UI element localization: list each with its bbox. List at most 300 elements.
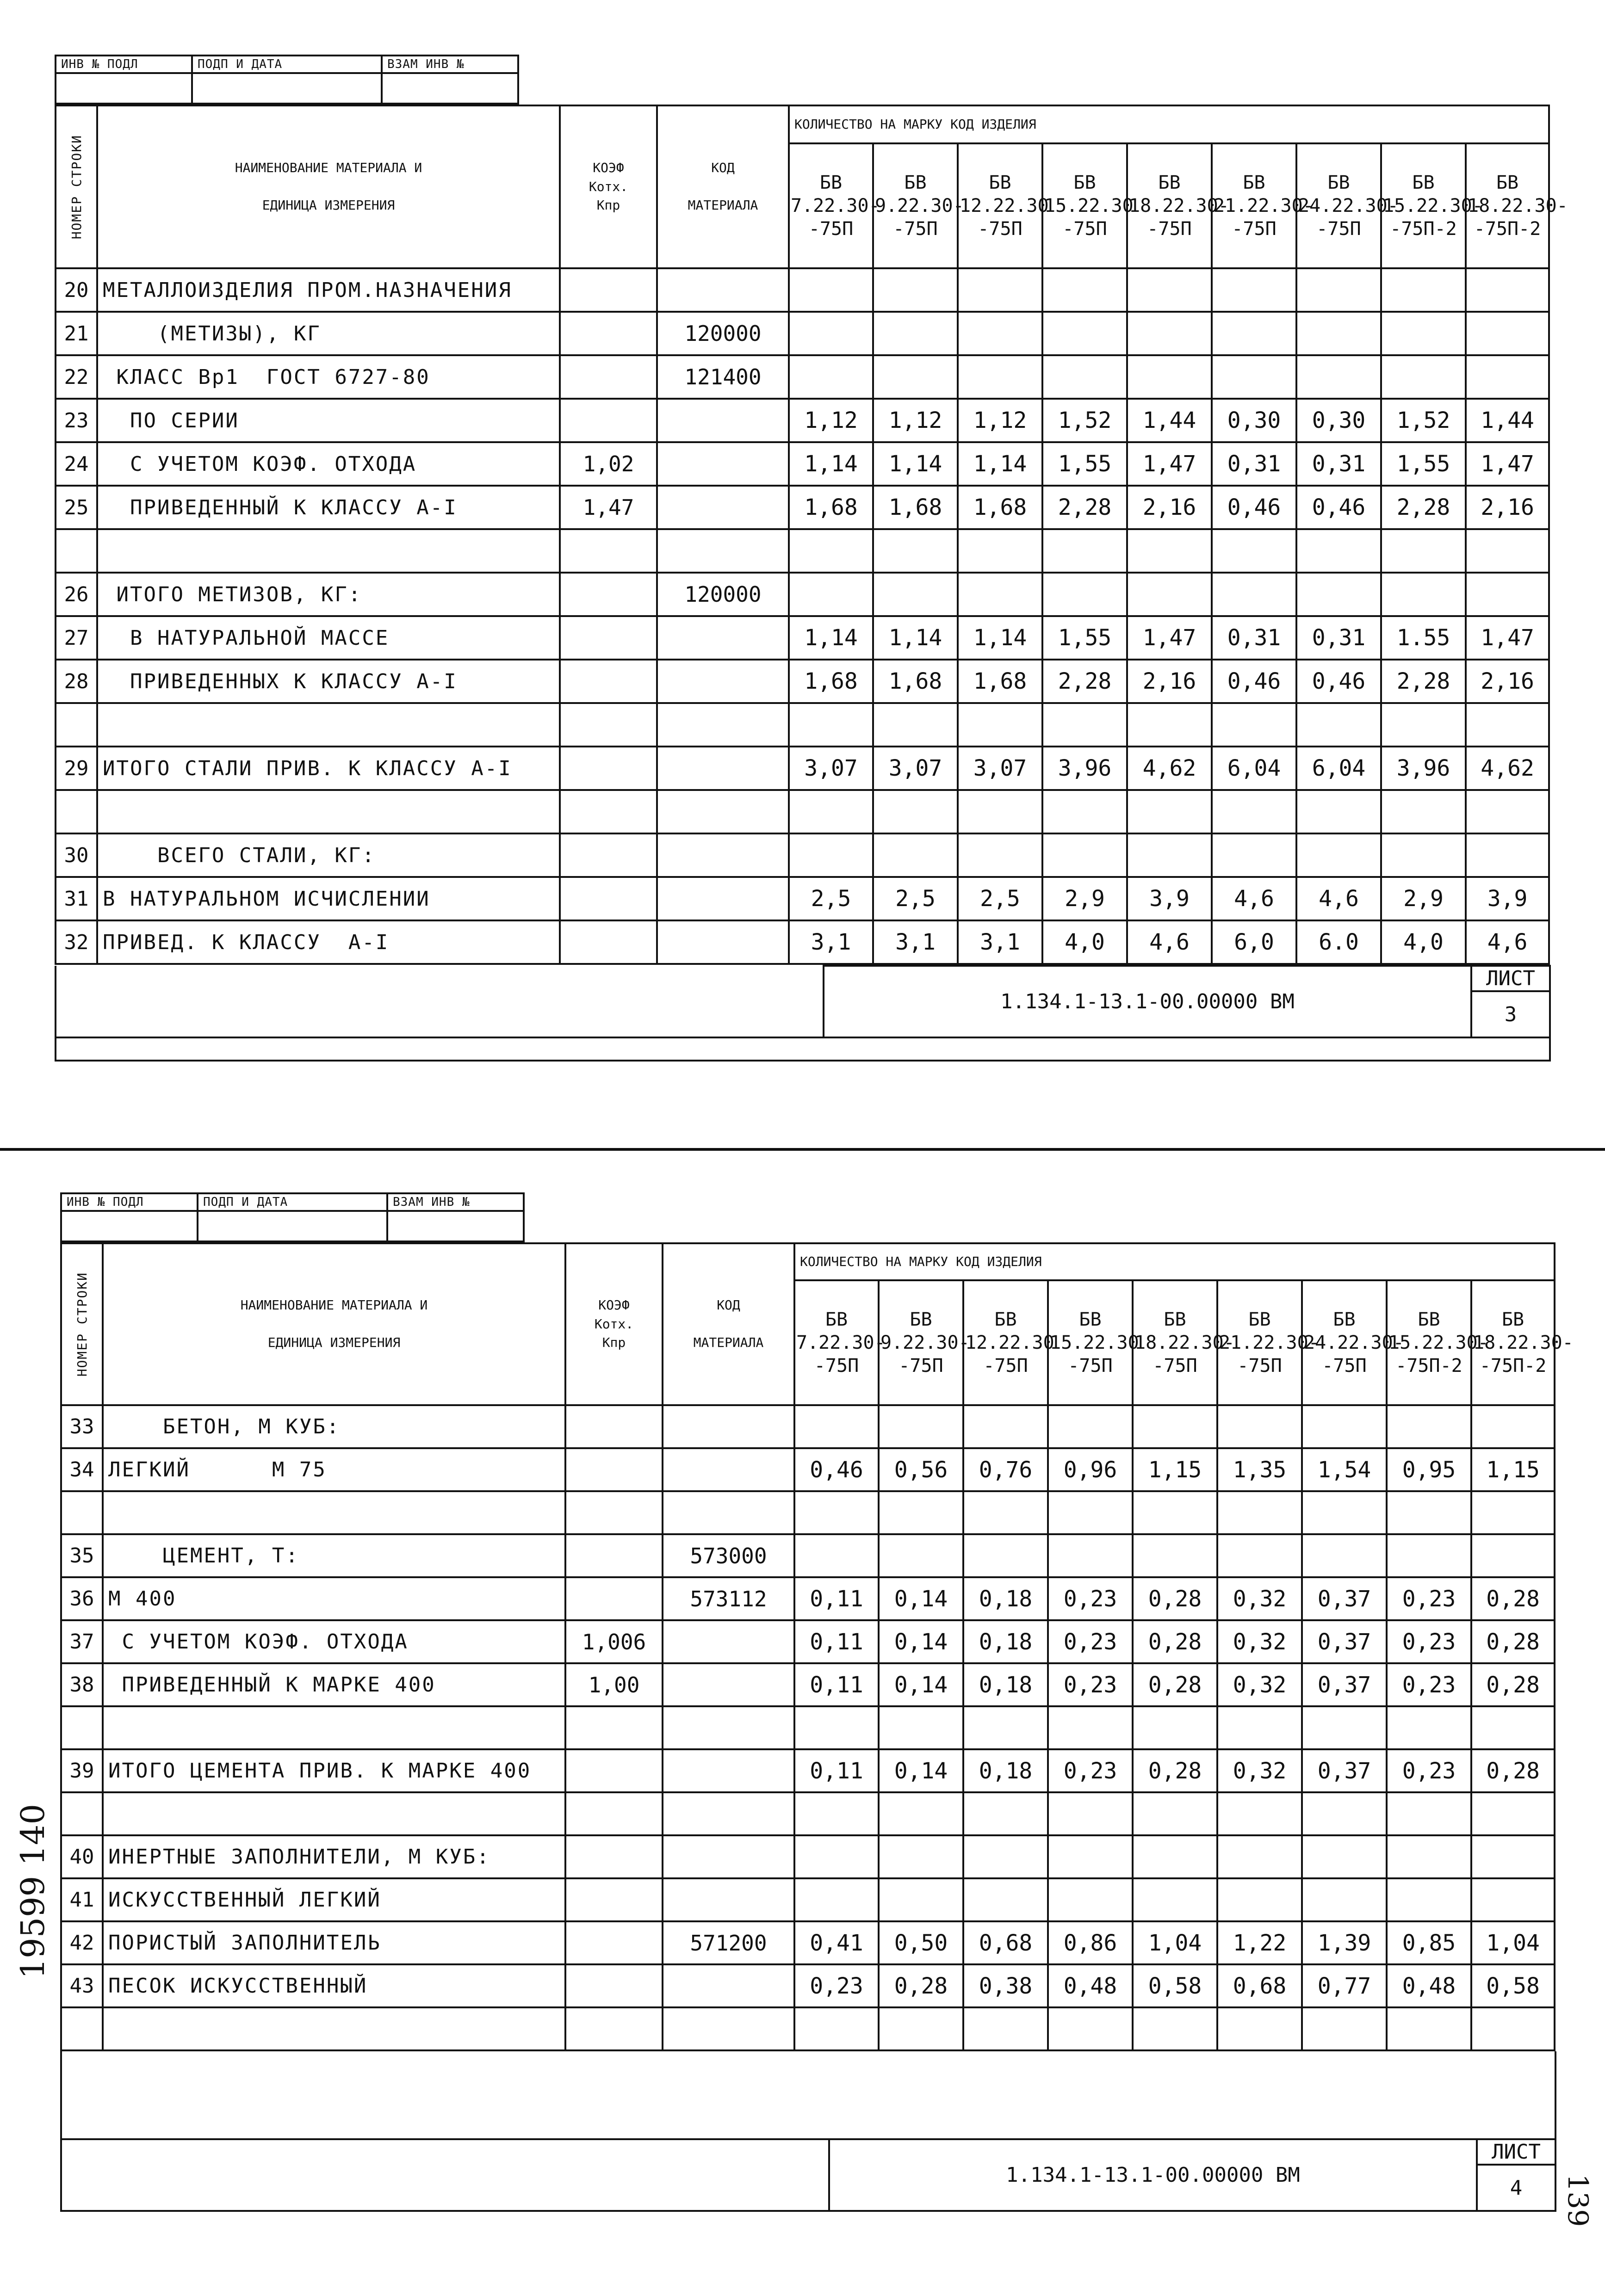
qty-value: 1,54 bbox=[1302, 1448, 1387, 1491]
qty-value: 1,12 bbox=[789, 399, 873, 442]
material-code: 573112 bbox=[663, 1577, 794, 1620]
row-number bbox=[56, 703, 97, 747]
qty-value: 1,47 bbox=[1466, 616, 1549, 660]
col-header: БВ 18.22.30- -75П-2 bbox=[1466, 143, 1549, 268]
row-number: 27 bbox=[56, 616, 97, 660]
qty-value bbox=[1387, 1405, 1471, 1448]
row-number: 33 bbox=[61, 1405, 103, 1448]
qty-value: 1,15 bbox=[1471, 1448, 1555, 1491]
qty-value: 0,96 bbox=[1048, 1448, 1133, 1491]
material-code: 120000 bbox=[657, 573, 789, 616]
row-number bbox=[61, 2007, 103, 2050]
material-name: М 400 bbox=[103, 1577, 565, 1620]
qty-value bbox=[1133, 1792, 1217, 1835]
qty-value bbox=[1466, 268, 1549, 312]
qty-value bbox=[794, 1792, 879, 1835]
material-code bbox=[657, 399, 789, 442]
material-name: ИТОГО ЦЕМЕНТА ПРИВ. К МАРКЕ 400 bbox=[103, 1749, 565, 1792]
qty-value: 0,38 bbox=[963, 1964, 1048, 2007]
table-row bbox=[56, 703, 1549, 747]
qty-value bbox=[1302, 1534, 1387, 1577]
material-name bbox=[103, 2007, 565, 2050]
col-header: БВ 12.22.30 -75П bbox=[958, 143, 1042, 268]
material-code bbox=[657, 660, 789, 703]
table-row bbox=[56, 877, 1549, 920]
qty-value bbox=[958, 573, 1042, 616]
qty-value: 0,46 bbox=[1296, 486, 1381, 529]
doc-code: 1.134.1-13.1-00.00000 ВМ bbox=[824, 966, 1471, 1037]
qty-value: 0,46 bbox=[1212, 486, 1296, 529]
qty-value: 0,86 bbox=[1048, 1921, 1133, 1964]
material-code bbox=[657, 747, 789, 790]
material-name: КЛАСС Вр1 ГОСТ 6727-80 bbox=[97, 355, 560, 399]
qty-value: 4,0 bbox=[1042, 920, 1127, 964]
code-header: КОД МАТЕРИАЛА bbox=[663, 1243, 794, 1405]
material-name: ВСЕГО СТАЛИ, КГ: bbox=[97, 833, 560, 877]
sign-label: ПОДП И ДАТА bbox=[192, 56, 382, 73]
material-name: ИТОГО МЕТИЗОВ, КГ: bbox=[97, 573, 560, 616]
qty-value: 1,52 bbox=[1381, 399, 1466, 442]
name-header: НАИМЕНОВАНИЕ МАТЕРИАЛА И ЕДИНИЦА ИЗМЕРЕНИЯ bbox=[97, 105, 560, 268]
qty-value: 1,68 bbox=[873, 486, 958, 529]
qty-value: 0,11 bbox=[794, 1749, 879, 1792]
qty-value: 2,16 bbox=[1127, 486, 1212, 529]
qty-value bbox=[789, 573, 873, 616]
coef-value bbox=[560, 355, 657, 399]
qty-value: 3,9 bbox=[1127, 877, 1212, 920]
qty-value bbox=[1302, 1405, 1387, 1448]
table-row bbox=[56, 660, 1549, 703]
row-number bbox=[61, 1491, 103, 1534]
qty-value bbox=[873, 703, 958, 747]
replace-label: ВЗАМ ИНВ № bbox=[382, 56, 518, 73]
coef-value: 1,00 bbox=[565, 1663, 663, 1706]
material-code: 571200 bbox=[663, 1921, 794, 1964]
qty-value: 0,23 bbox=[1387, 1620, 1471, 1663]
sign-label: ПОДП И ДАТА bbox=[198, 1193, 387, 1211]
material-code bbox=[657, 703, 789, 747]
table-row bbox=[61, 1878, 1555, 1921]
qty-value: 1,44 bbox=[1466, 399, 1549, 442]
qty-value bbox=[1048, 1792, 1133, 1835]
coef-value bbox=[565, 1448, 663, 1491]
qty-value bbox=[873, 529, 958, 573]
qty-value: 1,35 bbox=[1217, 1448, 1302, 1491]
qty-value bbox=[958, 355, 1042, 399]
qty-value bbox=[1466, 529, 1549, 573]
qty-value bbox=[1296, 790, 1381, 833]
qty-value: 2,5 bbox=[873, 877, 958, 920]
material-code bbox=[657, 790, 789, 833]
material-name: ИНЕРТНЫЕ ЗАПОЛНИТЕЛИ, М КУБ: bbox=[103, 1835, 565, 1878]
sheet-4 bbox=[60, 1192, 1574, 2212]
qty-value bbox=[1127, 790, 1212, 833]
col-header: БВ 9.22.30- -75П bbox=[879, 1280, 963, 1405]
qty-value bbox=[1302, 2007, 1387, 2050]
qty-value: 3,96 bbox=[1381, 747, 1466, 790]
table-row bbox=[61, 1835, 1555, 1878]
qty-value bbox=[1217, 2007, 1302, 2050]
qty-value bbox=[1381, 790, 1466, 833]
table-row bbox=[61, 1706, 1555, 1749]
row-number: 36 bbox=[61, 1577, 103, 1620]
page-divider bbox=[0, 1148, 1605, 1151]
qty-value: 1,68 bbox=[789, 486, 873, 529]
qty-value: 4,6 bbox=[1212, 877, 1296, 920]
qty-value bbox=[1302, 1835, 1387, 1878]
doc-code: 1.134.1-13.1-00.00000 ВМ bbox=[829, 2139, 1477, 2211]
material-code bbox=[657, 442, 789, 486]
qty-value bbox=[879, 1534, 963, 1577]
qty-value: 2,9 bbox=[1042, 877, 1127, 920]
col-header: БВ 12.22.30 -75П bbox=[963, 1280, 1048, 1405]
qty-value: 0,28 bbox=[1471, 1749, 1555, 1792]
qty-value bbox=[789, 268, 873, 312]
material-code bbox=[657, 616, 789, 660]
material-name: С УЧЕТОМ КОЭФ. ОТХОДА bbox=[97, 442, 560, 486]
table-row bbox=[56, 399, 1549, 442]
qty-value bbox=[1466, 312, 1549, 355]
coef-value bbox=[565, 1878, 663, 1921]
table-row bbox=[56, 529, 1549, 573]
replace-label: ВЗАМ ИНВ № bbox=[387, 1193, 524, 1211]
qty-value: 0,58 bbox=[1133, 1964, 1217, 2007]
coef-value: 1,006 bbox=[565, 1620, 663, 1663]
qty-value bbox=[794, 1835, 879, 1878]
qty-value bbox=[963, 1878, 1048, 1921]
qty-value bbox=[1471, 1835, 1555, 1878]
qty-value: 0,32 bbox=[1217, 1749, 1302, 1792]
qty-value bbox=[1048, 1878, 1133, 1921]
qty-value bbox=[1042, 312, 1127, 355]
qty-value bbox=[1471, 2007, 1555, 2050]
qty-value: 0,23 bbox=[1048, 1663, 1133, 1706]
qty-value: 1,04 bbox=[1471, 1921, 1555, 1964]
table-row bbox=[61, 2007, 1555, 2050]
qty-value bbox=[1217, 1491, 1302, 1534]
qty-value bbox=[1127, 355, 1212, 399]
qty-value: 1,12 bbox=[958, 399, 1042, 442]
qty-value: 0,23 bbox=[1387, 1749, 1471, 1792]
qty-value bbox=[1387, 1491, 1471, 1534]
row-number bbox=[61, 1792, 103, 1835]
qty-value bbox=[1471, 1534, 1555, 1577]
qty-value bbox=[1466, 573, 1549, 616]
material-name bbox=[97, 529, 560, 573]
qty-value: 4,62 bbox=[1127, 747, 1212, 790]
qty-value bbox=[1212, 573, 1296, 616]
qty-value: 1,15 bbox=[1133, 1448, 1217, 1491]
qty-value bbox=[1127, 312, 1212, 355]
material-code bbox=[657, 920, 789, 964]
row-number: 25 bbox=[56, 486, 97, 529]
material-code bbox=[663, 1792, 794, 1835]
qty-value bbox=[1217, 1792, 1302, 1835]
coef-value bbox=[560, 877, 657, 920]
row-number: 34 bbox=[61, 1448, 103, 1491]
qty-value: 0,23 bbox=[794, 1964, 879, 2007]
qty-value bbox=[1471, 1878, 1555, 1921]
qty-value: 3,1 bbox=[873, 920, 958, 964]
qty-value: 4,6 bbox=[1466, 920, 1549, 964]
qty-value: 0,37 bbox=[1302, 1620, 1387, 1663]
qty-value: 1,14 bbox=[789, 442, 873, 486]
table-row bbox=[61, 1448, 1555, 1491]
qty-value bbox=[789, 703, 873, 747]
qty-value bbox=[1302, 1706, 1387, 1749]
col-header: БВ 18.22.30- -75П-2 bbox=[1471, 1280, 1555, 1405]
qty-value: 0,58 bbox=[1471, 1964, 1555, 2007]
row-number: 35 bbox=[61, 1534, 103, 1577]
qty-value: 6,0 bbox=[1212, 920, 1296, 964]
qty-value bbox=[1042, 355, 1127, 399]
row-number: 31 bbox=[56, 877, 97, 920]
coef-value bbox=[565, 1964, 663, 2007]
qty-value bbox=[1296, 573, 1381, 616]
qty-value bbox=[1042, 790, 1127, 833]
coef-value bbox=[560, 747, 657, 790]
qty-value bbox=[789, 790, 873, 833]
qty-value: 1,44 bbox=[1127, 399, 1212, 442]
qty-value: 0,28 bbox=[1133, 1749, 1217, 1792]
col-header: БВ 24.22.30- -75П bbox=[1296, 143, 1381, 268]
qty-value bbox=[1133, 1405, 1217, 1448]
qty-value bbox=[879, 1491, 963, 1534]
row-number: 32 bbox=[56, 920, 97, 964]
coef-value bbox=[560, 833, 657, 877]
qty-value bbox=[1387, 1534, 1471, 1577]
coef-value bbox=[560, 660, 657, 703]
qty-value bbox=[873, 573, 958, 616]
col-header: БВ 9.22.30- -75П bbox=[873, 143, 958, 268]
qty-value: 0,30 bbox=[1296, 399, 1381, 442]
qty-value bbox=[879, 1405, 963, 1448]
coef-value bbox=[565, 1706, 663, 1749]
col-header: БВ 15.22.30- -75П-2 bbox=[1381, 143, 1466, 268]
qty-value: 0,95 bbox=[1387, 1448, 1471, 1491]
table-row bbox=[56, 920, 1549, 964]
qty-value: 2,5 bbox=[789, 877, 873, 920]
material-name bbox=[103, 1491, 565, 1534]
material-code bbox=[663, 1448, 794, 1491]
qty-value: 0,28 bbox=[1471, 1577, 1555, 1620]
material-name: ЛЕГКИЙ М 75 bbox=[103, 1448, 565, 1491]
row-number: 29 bbox=[56, 747, 97, 790]
qty-value bbox=[958, 529, 1042, 573]
qty-value: 4,6 bbox=[1296, 877, 1381, 920]
material-code bbox=[663, 1663, 794, 1706]
qty-value: 0,18 bbox=[963, 1663, 1048, 1706]
coef-value bbox=[565, 1577, 663, 1620]
qty-value: 1,68 bbox=[958, 486, 1042, 529]
qty-value bbox=[1296, 529, 1381, 573]
qty-value: 3,9 bbox=[1466, 877, 1549, 920]
qty-value bbox=[1217, 1534, 1302, 1577]
material-code bbox=[663, 2007, 794, 2050]
qty-value bbox=[1217, 1405, 1302, 1448]
qty-value: 0,46 bbox=[794, 1448, 879, 1491]
qty-value bbox=[1471, 1706, 1555, 1749]
title-block bbox=[60, 2051, 1556, 2212]
qty-value: 0,68 bbox=[963, 1921, 1048, 1964]
qty-value: 4,6 bbox=[1127, 920, 1212, 964]
coef-value bbox=[560, 399, 657, 442]
qty-value bbox=[1217, 1706, 1302, 1749]
row-number: 40 bbox=[61, 1835, 103, 1878]
qty-value bbox=[1381, 573, 1466, 616]
qty-value: 1,14 bbox=[958, 442, 1042, 486]
row-number: 37 bbox=[61, 1620, 103, 1663]
qty-value: 0,56 bbox=[879, 1448, 963, 1491]
col-header: БВ 21.22.30- -75П bbox=[1217, 1280, 1302, 1405]
qty-value bbox=[1042, 833, 1127, 877]
qty-value: 0,31 bbox=[1296, 616, 1381, 660]
qty-value bbox=[1133, 1878, 1217, 1921]
stamp-table bbox=[60, 1192, 525, 1242]
qty-value bbox=[873, 790, 958, 833]
qty-value bbox=[1048, 1405, 1133, 1448]
qty-value: 0,32 bbox=[1217, 1577, 1302, 1620]
qty-value: 0,31 bbox=[1212, 442, 1296, 486]
qty-value bbox=[1381, 268, 1466, 312]
inv-label: ИНВ № ПОДЛ bbox=[61, 1193, 198, 1211]
qty-value: 0,28 bbox=[879, 1964, 963, 2007]
qty-value: 0,85 bbox=[1387, 1921, 1471, 1964]
material-name bbox=[97, 703, 560, 747]
qty-value bbox=[1296, 268, 1381, 312]
qty-value: 1,47 bbox=[1127, 442, 1212, 486]
title-block bbox=[55, 965, 1551, 1062]
qty-value: 0,23 bbox=[1048, 1577, 1133, 1620]
qty-value bbox=[1302, 1878, 1387, 1921]
sheet-number: 4 bbox=[1477, 2165, 1555, 2211]
qty-value: 0,23 bbox=[1048, 1620, 1133, 1663]
qty-value: 6.0 bbox=[1296, 920, 1381, 964]
row-number: 39 bbox=[61, 1749, 103, 1792]
qty-value: 0,28 bbox=[1133, 1577, 1217, 1620]
coef-value bbox=[565, 1405, 663, 1448]
qty-value: 0,37 bbox=[1302, 1749, 1387, 1792]
qty-value: 0,11 bbox=[794, 1577, 879, 1620]
row-number-header: НОМЕР СТРОКИ bbox=[61, 1243, 103, 1405]
qty-value: 1,12 bbox=[873, 399, 958, 442]
col-header: БВ 18.22.30- -75П bbox=[1133, 1280, 1217, 1405]
qty-value: 0,14 bbox=[879, 1749, 963, 1792]
table-row bbox=[61, 1749, 1555, 1792]
qty-value: 1,39 bbox=[1302, 1921, 1387, 1964]
qty-value bbox=[1471, 1491, 1555, 1534]
qty-value: 0,28 bbox=[1471, 1663, 1555, 1706]
material-name: ИСКУССТВЕННЫЙ ЛЕГКИЙ bbox=[103, 1878, 565, 1921]
qty-value: 1,14 bbox=[873, 616, 958, 660]
material-code bbox=[657, 268, 789, 312]
qty-value: 0,48 bbox=[1048, 1964, 1133, 2007]
qty-value bbox=[789, 833, 873, 877]
stamp-table bbox=[55, 55, 519, 105]
qty-value bbox=[1127, 268, 1212, 312]
qty-value bbox=[789, 529, 873, 573]
table-row bbox=[56, 790, 1549, 833]
material-name: ЦЕМЕНТ, Т: bbox=[103, 1534, 565, 1577]
row-number: 24 bbox=[56, 442, 97, 486]
qty-value bbox=[963, 1706, 1048, 1749]
table-row bbox=[56, 268, 1549, 312]
table-row bbox=[61, 1534, 1555, 1577]
coef-value: 1,47 bbox=[560, 486, 657, 529]
row-number: 30 bbox=[56, 833, 97, 877]
qty-value bbox=[1212, 833, 1296, 877]
qty-value: 1,52 bbox=[1042, 399, 1127, 442]
table-row bbox=[61, 1921, 1555, 1964]
coef-value bbox=[560, 703, 657, 747]
coef-value bbox=[560, 920, 657, 964]
qty-value: 1,68 bbox=[789, 660, 873, 703]
col-header: БВ 15.22.30 -75П bbox=[1048, 1280, 1133, 1405]
row-number: 26 bbox=[56, 573, 97, 616]
qty-value bbox=[1048, 1534, 1133, 1577]
coef-value bbox=[565, 1835, 663, 1878]
row-number: 38 bbox=[61, 1663, 103, 1706]
material-name: ПОРИСТЫЙ ЗАПОЛНИТЕЛЬ bbox=[103, 1921, 565, 1964]
material-code bbox=[663, 1405, 794, 1448]
materials-table bbox=[60, 1242, 1574, 2051]
row-number bbox=[61, 1706, 103, 1749]
qty-value bbox=[1217, 1878, 1302, 1921]
qty-value: 0,23 bbox=[1387, 1663, 1471, 1706]
qty-value bbox=[794, 2007, 879, 2050]
table-row bbox=[61, 1491, 1555, 1534]
qty-value: 2,5 bbox=[958, 877, 1042, 920]
material-name: ПРИВЕДЕННЫХ К КЛАССУ А-I bbox=[97, 660, 560, 703]
qty-value bbox=[1042, 529, 1127, 573]
table-row bbox=[56, 312, 1549, 355]
coef-value bbox=[560, 616, 657, 660]
qty-value: 0,31 bbox=[1296, 442, 1381, 486]
qty-value: 0,32 bbox=[1217, 1663, 1302, 1706]
qty-value: 0,50 bbox=[879, 1921, 963, 1964]
qty-value bbox=[879, 1835, 963, 1878]
qty-value: 2,16 bbox=[1127, 660, 1212, 703]
coef-value bbox=[565, 1534, 663, 1577]
qty-value bbox=[1296, 355, 1381, 399]
archive-number: 19599 140 bbox=[14, 1804, 52, 1979]
qty-value bbox=[1048, 2007, 1133, 2050]
qty-value: 0,14 bbox=[879, 1577, 963, 1620]
row-number: 42 bbox=[61, 1921, 103, 1964]
material-name: С УЧЕТОМ КОЭФ. ОТХОДА bbox=[103, 1620, 565, 1663]
material-code: 121400 bbox=[657, 355, 789, 399]
qty-value bbox=[1466, 790, 1549, 833]
qty-value bbox=[873, 312, 958, 355]
qty-value: 2,28 bbox=[1381, 486, 1466, 529]
qty-value bbox=[1042, 573, 1127, 616]
qty-value bbox=[1133, 1491, 1217, 1534]
qty-value bbox=[794, 1878, 879, 1921]
qty-value: 2,28 bbox=[1381, 660, 1466, 703]
qty-value bbox=[1212, 529, 1296, 573]
qty-value bbox=[1217, 1835, 1302, 1878]
qty-value bbox=[879, 1878, 963, 1921]
coef-value bbox=[560, 529, 657, 573]
material-name: В НАТУРАЛЬНОМ ИСЧИСЛЕНИИ bbox=[97, 877, 560, 920]
col-header: БВ 18.22.30- -75П bbox=[1127, 143, 1212, 268]
qty-value bbox=[794, 1706, 879, 1749]
sheet-3 bbox=[55, 55, 1568, 1062]
qty-value bbox=[1387, 2007, 1471, 2050]
qty-value: 0,14 bbox=[879, 1620, 963, 1663]
qty-value: 4,0 bbox=[1381, 920, 1466, 964]
coef-value bbox=[565, 1491, 663, 1534]
